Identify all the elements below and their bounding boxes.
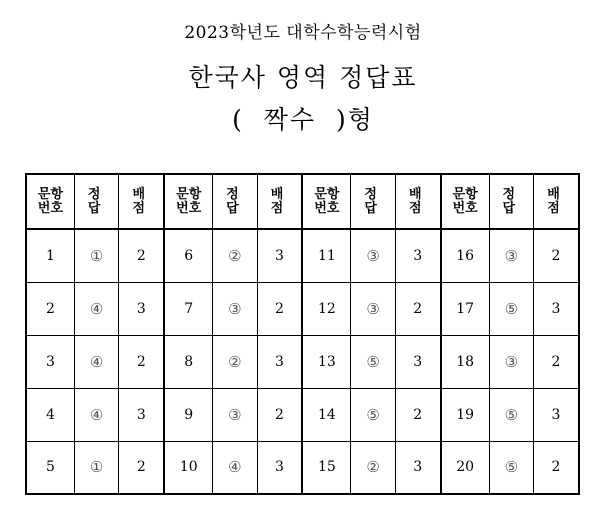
- points-cell: 3: [257, 441, 302, 494]
- exam-type-open: (: [232, 105, 264, 134]
- question-number: 4: [26, 388, 74, 441]
- question-number: 8: [164, 335, 212, 388]
- points-cell: 2: [395, 282, 440, 335]
- exam-type-name: 짝수: [263, 105, 317, 134]
- question-number: 19: [441, 388, 489, 441]
- points-cell: 2: [119, 441, 164, 494]
- exam-type-close: )형: [316, 105, 374, 134]
- points-cell: 2: [257, 388, 302, 441]
- header-row: [26, 174, 579, 229]
- question-number: 15: [302, 441, 350, 494]
- question-number: 5: [26, 441, 74, 494]
- question-number: 14: [302, 388, 350, 441]
- page-title: 한국사 영역 정답표: [188, 63, 418, 92]
- answer-cell: ④: [74, 335, 118, 388]
- answer-cell: ⑤: [351, 335, 395, 388]
- points-cell: 2: [119, 229, 164, 282]
- answer-cell: ⑤: [489, 282, 533, 335]
- points-cell: 2: [257, 282, 302, 335]
- points-cell: 2: [534, 441, 579, 494]
- points-cell: 3: [534, 388, 579, 441]
- answer-cell: ④: [74, 282, 118, 335]
- answer-header: 정 답: [489, 174, 533, 229]
- table-row: [26, 282, 579, 335]
- points-header: 배 점: [395, 174, 440, 229]
- points-cell: 2: [119, 335, 164, 388]
- answer-cell: ③: [351, 229, 395, 282]
- answer-cell: ③: [213, 388, 257, 441]
- points-cell: 3: [257, 335, 302, 388]
- points-header: 배 점: [534, 174, 579, 229]
- question-number: 7: [164, 282, 212, 335]
- question-number-header: 문항 번호: [26, 174, 74, 229]
- question-number: 10: [164, 441, 212, 494]
- points-cell: 3: [395, 441, 440, 494]
- answer-cell: ⑤: [489, 441, 533, 494]
- answer-cell: ②: [213, 229, 257, 282]
- question-number-header: 문항 번호: [302, 174, 350, 229]
- points-cell: 3: [534, 282, 579, 335]
- question-number-header: 문항 번호: [441, 174, 489, 229]
- points-cell: 2: [534, 335, 579, 388]
- question-number: 1: [26, 229, 74, 282]
- answer-cell: ②: [351, 441, 395, 494]
- answer-header: 정 답: [351, 174, 395, 229]
- question-number: 3: [26, 335, 74, 388]
- answer-cell: ①: [74, 441, 118, 494]
- answer-cell: ③: [351, 282, 395, 335]
- table-row: [26, 229, 579, 282]
- question-number: 18: [441, 335, 489, 388]
- question-number: 13: [302, 335, 350, 388]
- question-number: 2: [26, 282, 74, 335]
- question-number: 11: [302, 229, 350, 282]
- question-number: 9: [164, 388, 212, 441]
- points-cell: 3: [395, 229, 440, 282]
- table-row: [26, 388, 579, 441]
- answer-cell: ②: [213, 335, 257, 388]
- question-number: 6: [164, 229, 212, 282]
- points-cell: 3: [119, 388, 164, 441]
- points-cell: 3: [395, 335, 440, 388]
- answer-table: [25, 173, 580, 495]
- question-number: 17: [441, 282, 489, 335]
- exam-type: [0, 100, 606, 136]
- answer-cell: ①: [74, 229, 118, 282]
- question-number: 12: [302, 282, 350, 335]
- answer-cell: ⑤: [489, 388, 533, 441]
- answer-cell: ④: [213, 441, 257, 494]
- question-number: 20: [441, 441, 489, 494]
- question-number: 16: [441, 229, 489, 282]
- answer-cell: ⑤: [351, 388, 395, 441]
- points-header: 배 점: [119, 174, 164, 229]
- points-header: 배 점: [257, 174, 302, 229]
- table-row: [26, 441, 579, 494]
- exam-subtitle: 2023학년도 대학수학능력시험: [184, 23, 422, 43]
- answer-header: 정 답: [213, 174, 257, 229]
- answer-header: 정 답: [74, 174, 118, 229]
- points-cell: 2: [395, 388, 440, 441]
- points-cell: 3: [257, 229, 302, 282]
- points-cell: 3: [119, 282, 164, 335]
- points-cell: 2: [534, 229, 579, 282]
- answer-cell: ③: [489, 335, 533, 388]
- answer-cell: ④: [74, 388, 118, 441]
- answer-cell: ③: [489, 229, 533, 282]
- question-number-header: 문항 번호: [164, 174, 212, 229]
- answer-cell: ③: [213, 282, 257, 335]
- table-row: [26, 335, 579, 388]
